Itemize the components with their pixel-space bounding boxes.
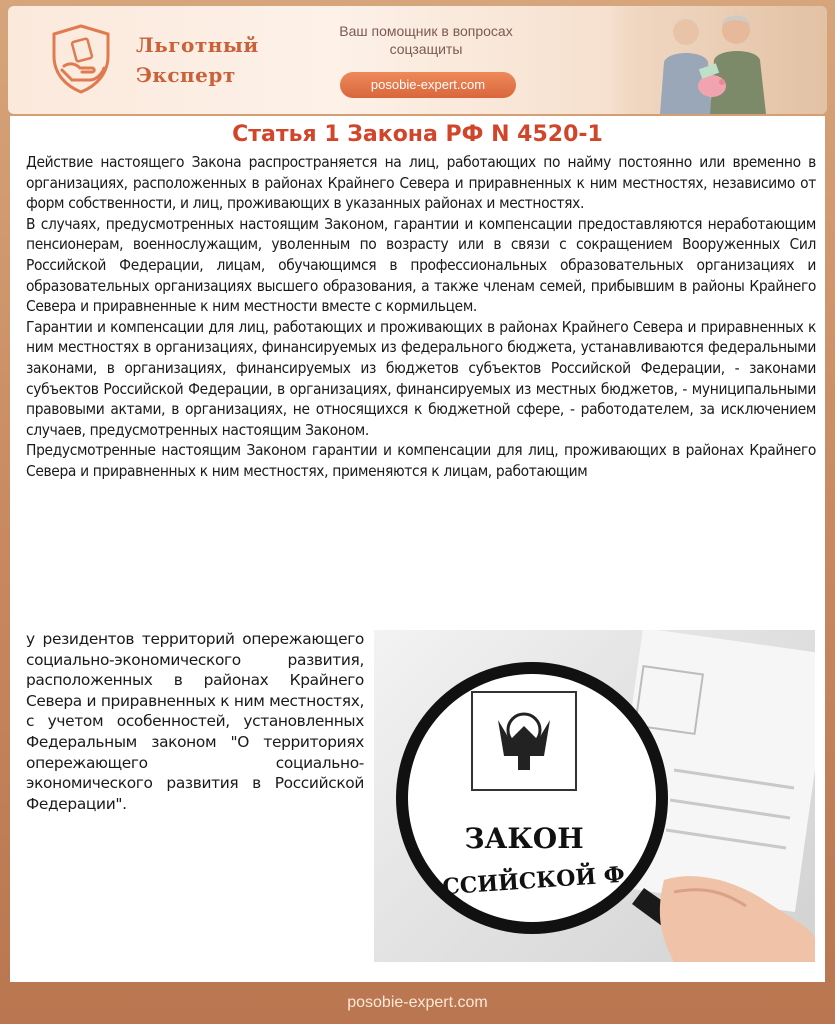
article-title: Статья 1 Закона РФ N 4520-1 (232, 122, 603, 147)
elderly-couple-photo (608, 6, 827, 114)
paragraph-4: Предусмотренные настоящим Законом гарантии и компенсации для лиц, проживающих в районах Крайнего Севера и приравненных к ним местностях, применяются к лицам, работающим (26, 441, 816, 480)
magnifier-law-photo (374, 630, 815, 962)
law-word: ЗАКОН (464, 822, 584, 855)
paragraph-2: В случаях, предусмотренных настоящим Законом, гарантии и компенсации предоставляются неработающим пенсионерам, военнослужащим, уволенным по возрасту или в связи с сокращением Вооруженных Сил Российской Федерации, лицам, обучающимся в профессиональных образовательных организациях и образовательных организациях высшего образования, а также членам семей, прибывшим в районы Крайнего Севера и приравненные к ним местности вместе с кормильцем. (26, 214, 816, 316)
law-subtitle: ССИЙСКОЙ Ф (441, 861, 626, 901)
paragraph-1: Действие настоящего Закона распространяется на лиц, работающих по найму постоянно или временно в организациях, расположенных в районах Крайнего Севера и приравненных к ним местностях, независимо от форм собственности, и лиц, проживающих в указанных районах и местностях. (26, 153, 816, 213)
site-header (8, 6, 827, 114)
header-site-link[interactable]: posobie-expert.com (340, 72, 516, 98)
article-body (26, 152, 816, 482)
brand-line-1: Льготный (136, 33, 259, 57)
footer-site: posobie-expert.com (347, 994, 488, 1011)
hand-shield-logo-icon (46, 22, 116, 96)
paragraph-4-continued: у резидентов территорий опережающего социально-экономического развития, расположенных в районах Крайнего Севера и приравненных к ним местностях, с учетом особенностей, установленных Федеральным законом "О территориях опережающего социально-экономического развития в Российской Федерации". (26, 630, 364, 813)
article-card (10, 116, 825, 982)
tagline-line-2: соцзащиты (389, 41, 463, 57)
tagline (308, 22, 544, 58)
magnifying-glass-icon (374, 630, 815, 962)
brand-line-2: Эксперт (136, 63, 236, 87)
tagline-line-1: Ваш помощник в вопросах (339, 23, 513, 39)
paragraph-3: Гарантии и компенсации для лиц, работающих и проживающих в районах Крайнего Севера и приравненных к ним местностях в организациях, финансируемых из федерального бюджета, устанавливаются федеральными законами, в организациях, финансируемых из бюджетов субъектов Российской Федерации, - законами субъектов Российской Федерации, в организациях, финансируемых из местных бюджетов, - муниципальными правовыми актами, в организациях, не относящихся к бюджетной сфере, - работодателем, за исключением случаев, предусмотренных настоящим Законом. (26, 317, 816, 439)
brand-name (136, 30, 259, 90)
